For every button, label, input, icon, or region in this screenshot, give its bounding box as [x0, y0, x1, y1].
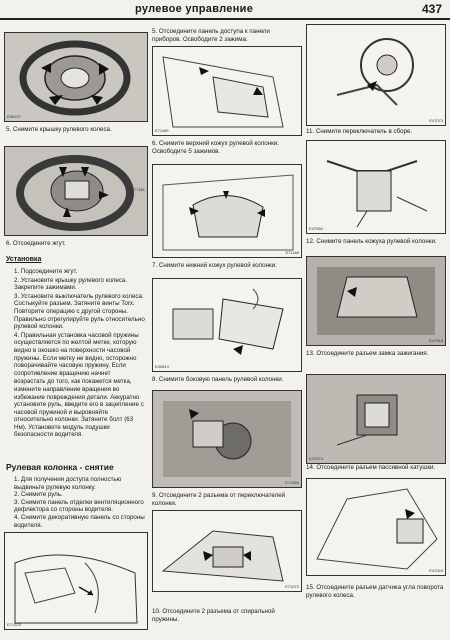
figure-switch-assembly-top — [306, 24, 446, 126]
removal-steps — [6, 476, 146, 529]
figure-code: E77161 — [131, 187, 145, 192]
caption-step-7: 7. Снимите нижний кожух рулевой колонки. — [152, 262, 277, 269]
figure-side-panel — [152, 390, 302, 488]
caption-step-8: 8. Снимите боковую панель рулевой колонки. — [152, 376, 284, 383]
caption-step-11: 11. Снимите переключатель в сборе. — [306, 128, 413, 135]
figure-code: E47024 — [429, 568, 443, 573]
install-step: 2. Установите крышку рулевого колеса. Закрепите зажимами. — [14, 276, 128, 292]
figure-code: E71084 — [285, 480, 299, 485]
caption-step-13: 13. Отсоедините разъем замка зажигания. — [306, 350, 429, 357]
figure-access-panel — [152, 46, 302, 136]
figure-driver-panel — [4, 532, 148, 630]
figure-code: E71189 — [155, 128, 169, 133]
caption-step-5: 5. Снимите крышку рулевого колеса. — [6, 126, 112, 133]
figure-code: E71072 — [285, 584, 299, 589]
removal-step: 2. Снимите руль. — [14, 491, 63, 499]
section-heading-column-removal: Рулевая колонка - снятие — [6, 462, 114, 472]
page-title: рулевое управление — [135, 3, 254, 15]
caption-step-6b: 6. Снимите верхний кожух рулевой колонки. Освободите 5 зажимов. — [152, 140, 280, 155]
figure-code: E47073 — [429, 118, 443, 123]
page-number: 437 — [421, 2, 442, 16]
caption-step-15: 15. Отсоедините разъем датчика угла поворота рулевого колеса. — [306, 584, 444, 599]
caption-step-14: 14. Отсоедините разъем пассивной катушки. — [306, 464, 436, 471]
figure-switch-connectors — [152, 510, 302, 592]
figure-code: E71223 — [7, 622, 21, 627]
section-heading-install: Установка — [6, 256, 42, 263]
page-header — [0, 0, 450, 20]
caption-step-6: 6. Отсоедините жгут. — [6, 240, 66, 247]
removal-step: 1. Для получения доступа полностью выдвиньте рулевую колонку. — [14, 476, 122, 491]
figure-code: E47018 — [429, 338, 443, 343]
figure-switch-assembly — [306, 140, 446, 234]
removal-step: 4. Снимите декоративную панель со стороны водителя. — [14, 513, 145, 529]
figure-angle-sensor — [306, 478, 446, 576]
figure-ignition-connector — [306, 374, 446, 464]
install-step: 1. Подсоедините жгут. — [14, 268, 78, 275]
caption-step-12: 12. Снимите панель кожуха рулевой колонки. — [306, 238, 437, 245]
figure-code: E47074 — [309, 456, 323, 461]
figure-shroud-panel — [306, 256, 446, 346]
removal-step: 3. Снимите панель отделки вентиляционного дефлектора со стороны водителя. — [14, 498, 144, 514]
figure-harness — [4, 146, 148, 236]
figure-code: E71185 — [285, 250, 299, 255]
caption-step-9: 9. Отсоедините 2 разъема от переключателей колонки. — [152, 492, 286, 507]
figure-code: E47080 — [309, 226, 323, 231]
caption-step-5b: 5. Отсоедините панель доступа к панели приборов. Освободите 2 зажима. — [152, 28, 270, 43]
figure-steering-wheel-cover — [4, 32, 148, 122]
install-steps — [6, 268, 146, 439]
install-step: возрастать до того, как покажется метка, измените направление вращения во избежание повреждения детали. Аккуратно установите руль, введите его в зацепление с часовой пружиной и выровняйте относительно колонки. Затяните болт (63 Нм). Установите модуль подушки безопасности водителя. — [14, 378, 144, 439]
figure-lower-shroud — [152, 278, 302, 372]
caption-step-10: 10. Отсоедините 2 разъема от спиральной пружины. — [152, 608, 275, 623]
figure-code: E56107 — [7, 114, 21, 119]
install-step: 4. Правильная установка часовой пружины осуществляется по желтой метке, которую видно в окошко на поверхности часовой пружины. Если метку не видно, осторожно поворачивайте часовую пружину. Если сопротивление вращению начнет — [14, 331, 139, 377]
figure-upper-shroud — [152, 164, 302, 258]
figure-code: E40814 — [155, 364, 169, 369]
install-step: 3. Установите выключатель рулевого колеса. Состыкуйте разъем. Затяните винты Torx. Повторите операцию с другой стороны. Правильно отрегулируйте руль относительно рулевой колонки. — [14, 292, 145, 331]
